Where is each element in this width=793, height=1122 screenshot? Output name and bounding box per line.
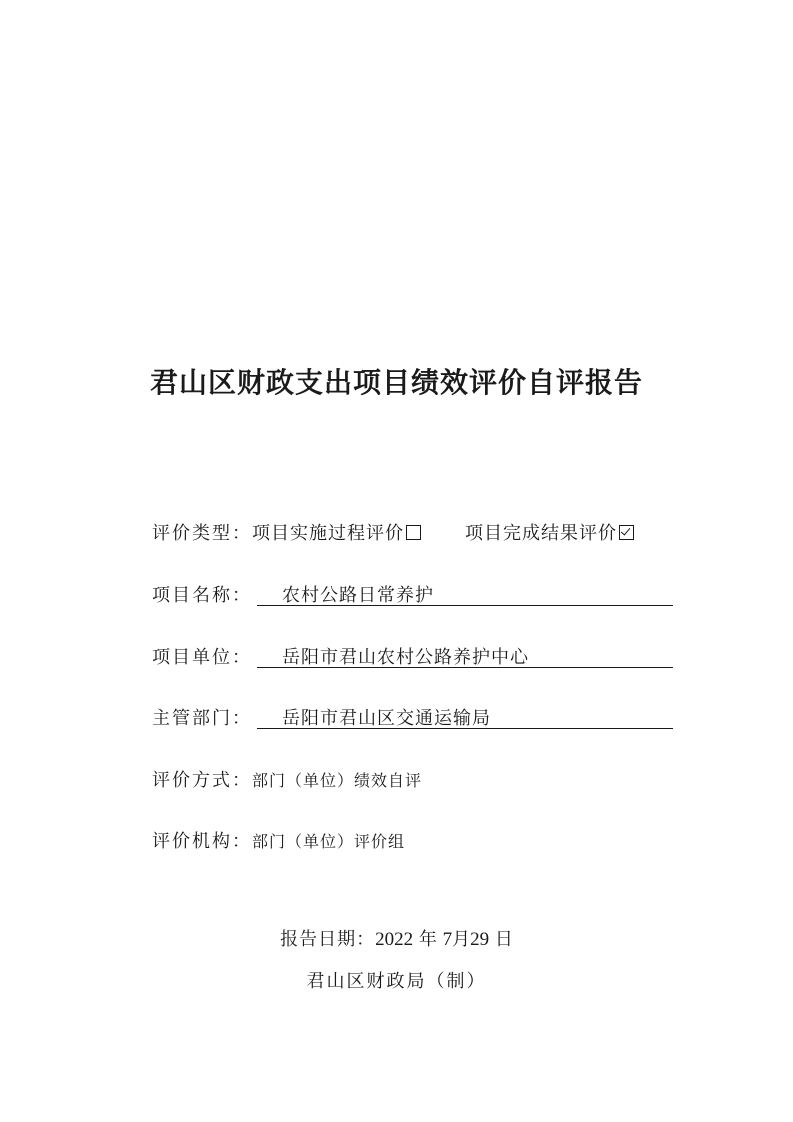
evaluation-body-row xyxy=(152,827,405,857)
evaluation-method-row xyxy=(152,766,422,796)
evaluation-type-label: 评价类型： xyxy=(152,523,252,544)
option-process-label: 项目实施过程评价 xyxy=(252,523,404,544)
project-name-label: 项目名称： xyxy=(152,585,252,606)
evaluation-method-value: 部门（单位）绩效自评 xyxy=(252,771,423,790)
supervising-dept-label: 主管部门： xyxy=(152,708,252,729)
report-date-year-unit: 年 xyxy=(418,929,437,950)
project-unit-row xyxy=(152,643,252,673)
report-date-year: 2022 xyxy=(375,929,414,950)
report-date-day-unit: 日 xyxy=(494,929,513,950)
option-result-label: 项目完成结果评价 xyxy=(465,523,617,544)
report-date-label: 报告日期： xyxy=(280,929,376,950)
supervising-dept-field xyxy=(257,699,673,729)
report-title: 君山区财政支出项目绩效评价自评报告 xyxy=(149,366,643,399)
evaluation-type-row xyxy=(152,519,634,549)
report-date xyxy=(0,925,793,955)
report-date-month-unit: 月 xyxy=(452,929,471,950)
option-result-evaluation[interactable] xyxy=(465,523,634,544)
issuer: 君山区财政局（制） xyxy=(306,971,487,992)
evaluation-method-label: 评价方式： xyxy=(152,770,252,791)
unchecked-box-icon[interactable] xyxy=(406,525,421,540)
project-name-row xyxy=(152,581,252,611)
project-unit-label: 项目单位： xyxy=(152,647,252,668)
report-date-day: 29 xyxy=(470,929,490,950)
project-name-value: 农村公路日常养护 xyxy=(282,585,434,606)
option-process-evaluation[interactable] xyxy=(252,523,421,544)
supervising-dept-row xyxy=(152,704,252,734)
report-date-month: 7 xyxy=(442,929,453,950)
evaluation-body-label: 评价机构： xyxy=(152,831,252,852)
project-name-field xyxy=(257,576,673,606)
evaluation-body-value: 部门（单位）评价组 xyxy=(252,832,406,851)
project-unit-field xyxy=(257,638,673,668)
checked-box-icon[interactable] xyxy=(619,525,634,540)
supervising-dept-value: 岳阳市君山区交通运输局 xyxy=(282,708,491,729)
project-unit-value: 岳阳市君山农村公路养护中心 xyxy=(282,647,529,668)
